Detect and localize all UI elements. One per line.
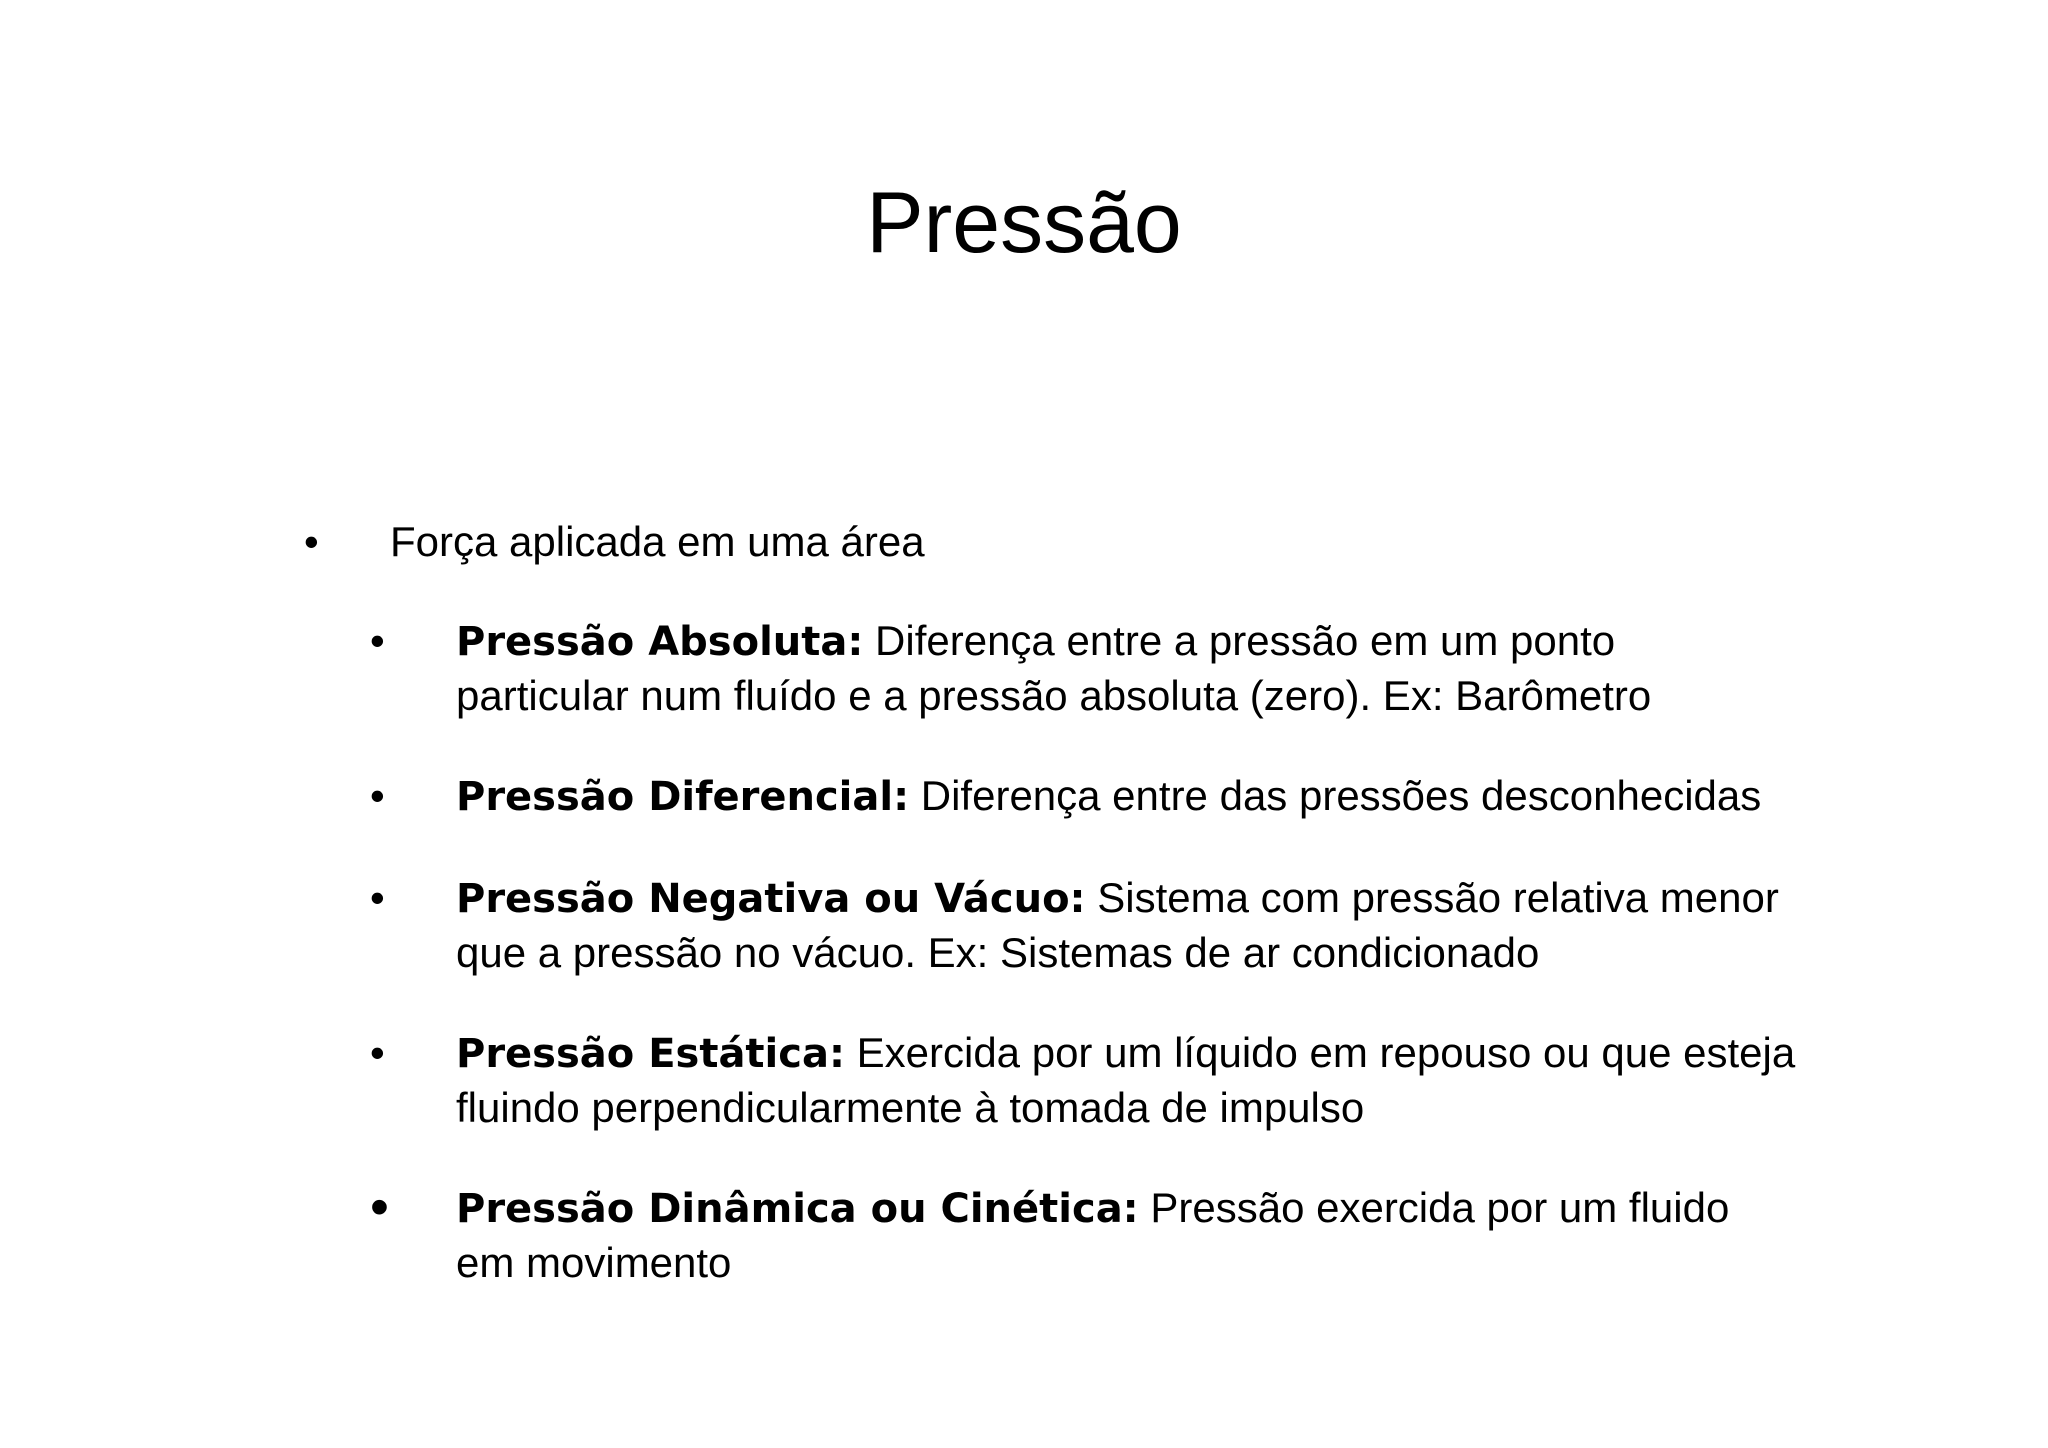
main-bullet-text: Força aplicada em uma área [390,518,925,565]
bullet-icon: • [370,874,385,921]
list-item-line-continuation: que a pressão no vácuo. Ex: Sistemas de ar condicionado [456,929,1540,976]
list-item-pressao-estatica [370,1026,1836,1134]
list-item-line-continuation: particular num fluído e a pressão absoluta (zero). Ex: Barômetro [456,672,1652,719]
term-label: Pressão Absoluta: [456,619,864,665]
list-item-pressao-dinamica [370,1177,1836,1289]
pressure-types-list [370,614,1836,1336]
bullet-icon: • [370,1177,389,1237]
term-description: Sistema com pressão relativa menor [1085,874,1779,921]
bullet-icon: • [370,1029,385,1076]
list-item-line [456,769,1836,824]
bullet-icon: • [304,518,319,565]
list-item-line [456,614,1836,669]
list-item-line [456,1181,1836,1236]
term-label: Pressão Diferencial: [456,774,910,820]
list-item-pressao-diferencial [370,769,1836,824]
term-description: Diferença entre a pressão em um ponto [863,617,1616,664]
list-item-pressao-negativa [370,871,1836,979]
slide-title: Pressão [866,175,1182,271]
term-label: Pressão Estática: [456,1031,845,1077]
list-item-line-continuation: fluindo perpendicularmente à tomada de impulso [456,1084,1365,1131]
term-description: Diferença entre das pressões desconhecidas [909,772,1762,819]
main-bullet [304,514,925,570]
bullet-icon: • [370,772,385,819]
list-item-line [456,871,1836,926]
term-label: Pressão Negativa ou Vácuo: [456,876,1086,922]
list-item-pressao-absoluta [370,614,1836,722]
list-item-line [456,1026,1836,1081]
list-item-line-continuation: em movimento [456,1239,732,1286]
term-label: Pressão Dinâmica ou Cinética: [456,1186,1139,1232]
term-description: Pressão exercida por um fluido [1138,1184,1730,1231]
bullet-icon: • [370,617,385,664]
term-description: Exercida por um líquido em repouso ou que esteja [844,1029,1796,1076]
